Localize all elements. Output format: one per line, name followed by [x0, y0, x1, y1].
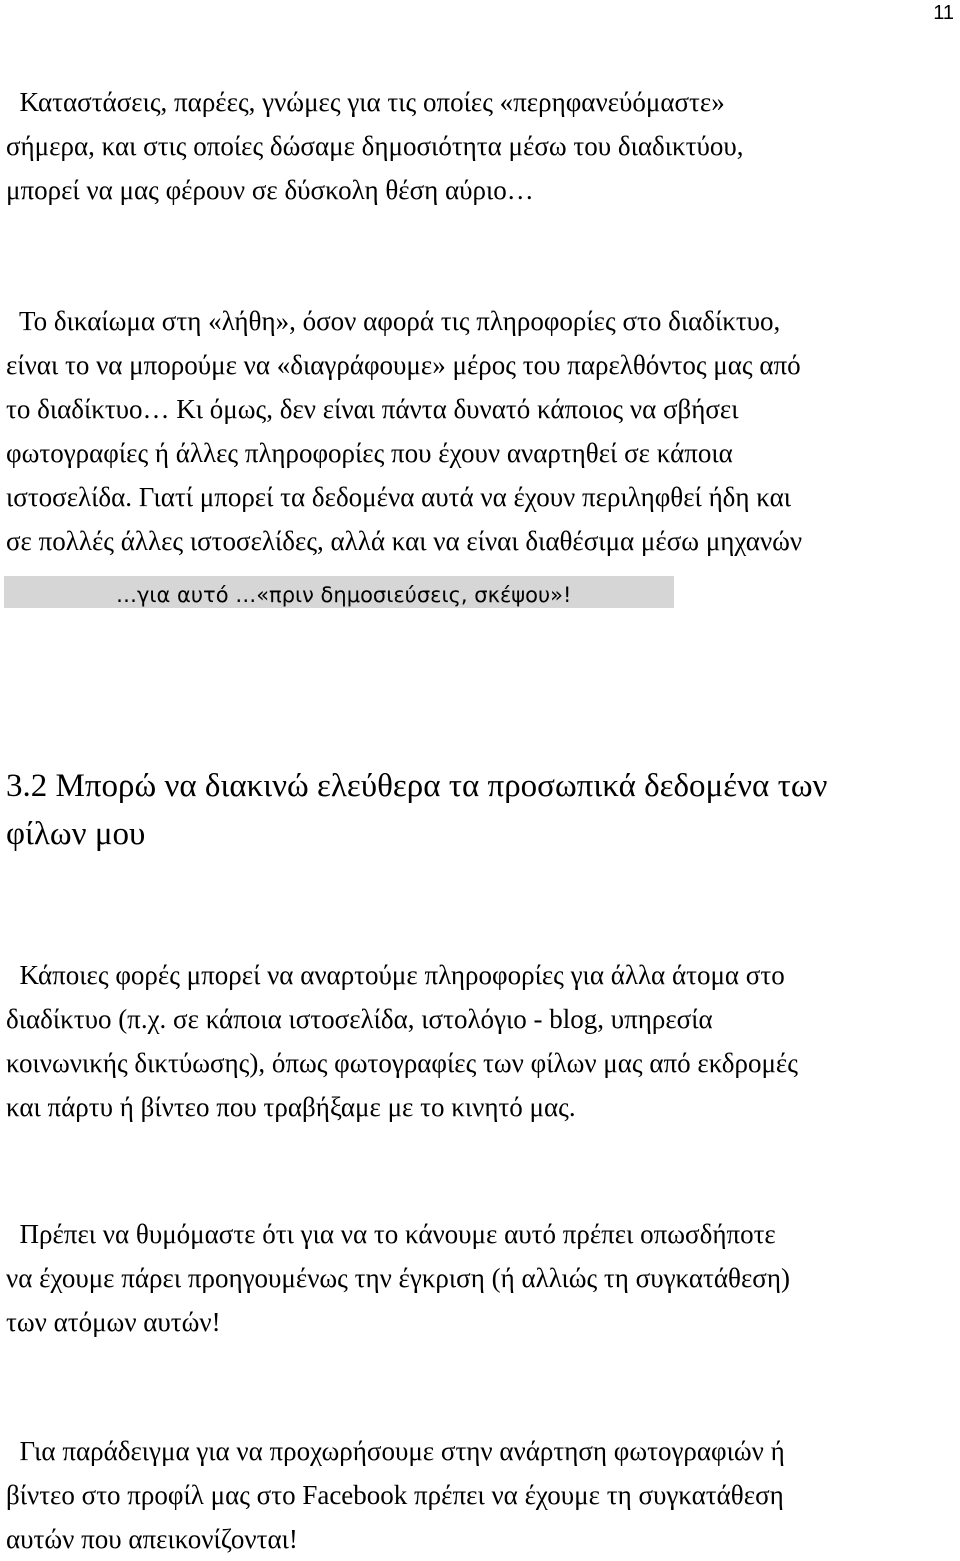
paragraph-line: και πάρτυ ή βίντεο που τραβήξαμε με το κινητό μας.: [6, 1092, 576, 1122]
paragraph-line: κοινωνικής δικτύωσης), όπως φωτογραφίες των φίλων μας από εκδρομές: [6, 1048, 798, 1078]
paragraph-line: Το δικαίωμα στη «λήθη», όσον αφορά τις πληροφορίες στο διαδίκτυο,: [6, 306, 781, 336]
paragraph-line: Πρέπει να θυμόμαστε ότι για να το κάνουμε αυτό πρέπει οπωσδήποτε: [6, 1219, 776, 1249]
paragraph-line: να έχουμε πάρει προηγουμένως την έγκριση (ή αλλιώς τη συγκατάθεση): [6, 1263, 790, 1293]
paragraph-line: Κάποιες φορές μπορεί να αναρτούμε πληροφορίες για άλλα άτομα στο: [6, 960, 785, 990]
paragraph-line: ιστοσελίδα. Γιατί μπορεί τα δεδομένα αυτά να έχουν περιληφθεί ήδη και: [6, 482, 792, 512]
paragraph-right-to-be-forgotten: [6, 299, 956, 563]
paragraph-posting-about-others: [6, 953, 956, 1129]
paragraph-line: σήμερα, και στις οποίες δώσαμε δημοσιότητα μέσω του διαδικτύου,: [6, 131, 744, 161]
callout-banner: …για αυτό …«πριν δημοσιεύσεις, σκέψου»!: [4, 576, 674, 608]
paragraph-line: Για παράδειγμα για να προχωρήσουμε στην ανάρτηση φωτογραφιών ή: [6, 1436, 785, 1466]
heading-line: φίλων μου: [6, 816, 146, 852]
paragraph-intro: [6, 80, 956, 212]
paragraph-line: το διαδίκτυο… Κι όμως, δεν είναι πάντα δυνατό κάποιος να σβήσει: [6, 394, 739, 424]
paragraph-line: των ατόμων αυτών!: [6, 1307, 221, 1337]
paragraph-line: διαδίκτυο (π.χ. σε κάποια ιστοσελίδα, ιστολόγιο - blog, υπηρεσία: [6, 1004, 713, 1034]
paragraph-line: βίντεο στο προφίλ μας στο Facebook πρέπει να έχουμε τη συγκατάθεση: [6, 1480, 784, 1510]
paragraph-line: φωτογραφίες ή άλλες πληροφορίες που έχουν αναρτηθεί σε κάποια: [6, 438, 733, 468]
heading-line: 3.2 Μπορώ να διακινώ ελεύθερα τα προσωπικά δεδομένα των: [6, 768, 828, 804]
paragraph-line: Καταστάσεις, παρέες, γνώμες για τις οποίες «περηφανεύόμαστε»: [6, 87, 725, 117]
paragraph-line: μπορεί να μας φέρουν σε δύσκολη θέση αύριο…: [6, 175, 534, 205]
paragraph-example: [6, 1429, 956, 1561]
paragraph-line: αυτών που απεικονίζονται!: [6, 1524, 298, 1554]
paragraph-line: είναι το να μπορούμε να «διαγράφουμε» μέρος του παρελθόντος μας από: [6, 350, 801, 380]
page-number: 11: [933, 2, 954, 24]
paragraph-line: σε πολλές άλλες ιστοσελίδες, αλλά και να είναι διαθέσιμα μέσω μηχανών: [6, 526, 803, 556]
paragraph-consent: [6, 1212, 956, 1344]
section-heading: [6, 762, 956, 858]
